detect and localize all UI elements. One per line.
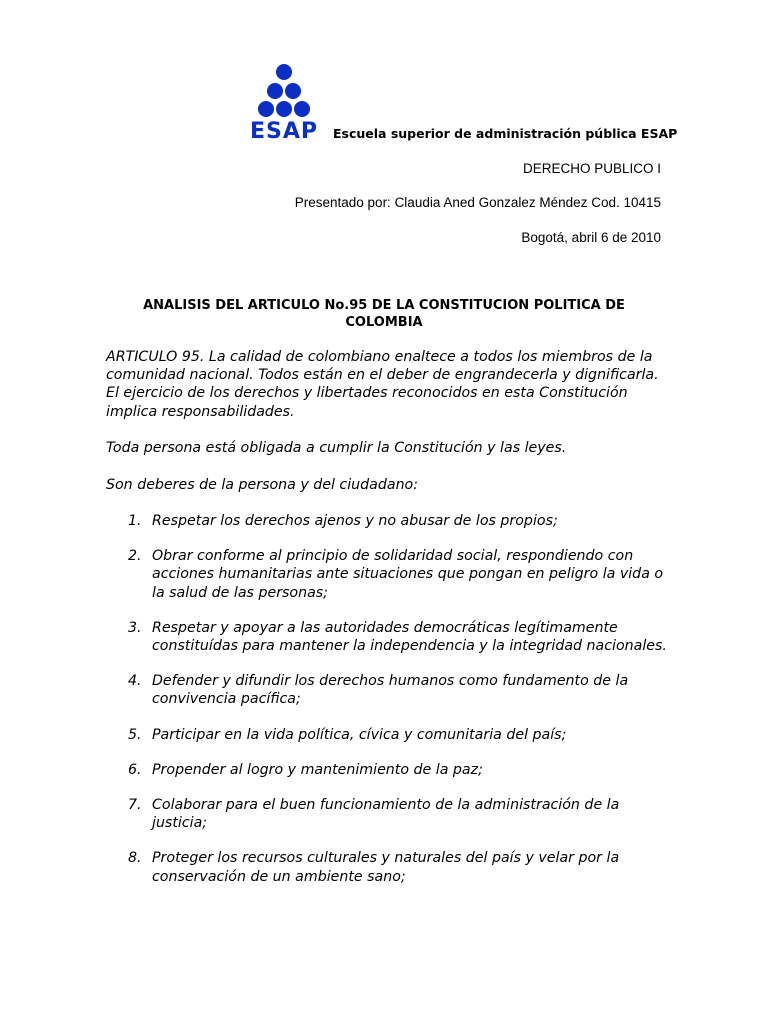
duty-item bbox=[106, 761, 668, 779]
duty-text: Propender al logro y mantenimiento de la paz; bbox=[152, 761, 483, 778]
duty-item bbox=[106, 547, 668, 602]
logo-wordmark: ESAP bbox=[249, 119, 319, 142]
duty-number: 8. bbox=[128, 850, 142, 867]
course-name: DERECHO PUBLICO I bbox=[522, 161, 661, 176]
duty-text: Respetar los derechos ajenos y no abusar de los propios; bbox=[152, 513, 558, 529]
duty-text: Participar en la vida política, cívica y comunitaria del país; bbox=[152, 726, 567, 743]
duty-number: 1. bbox=[128, 513, 142, 529]
duty-item bbox=[106, 619, 668, 655]
logo-dots bbox=[258, 64, 310, 117]
presenter-line: Presentado por: Claudia Aned Gonzalez Méndez Cod. 10415 bbox=[294, 195, 661, 210]
duty-text: Defender y difundir los derechos humanos como fundamento de la convivencia pacífica; bbox=[152, 673, 629, 708]
duty-text: Proteger los recursos culturales y naturales del país y velar por la conservación de un ambiente sano; bbox=[152, 850, 620, 885]
esap-logo bbox=[238, 62, 330, 142]
article-paragraph: ARTICULO 95. La calidad de colombiano enaltece a todos los miembros de la comunidad nacional. Todos están en el deber de engrandecerla y dignificarla. El ejercicio de los derechos y libertades reconocidos en esta Constitución implica responsabilidades. bbox=[106, 349, 659, 420]
duty-item bbox=[106, 796, 668, 832]
duty-item bbox=[106, 672, 668, 708]
duty-number: 2. bbox=[128, 548, 142, 565]
document-title: ANALISIS DEL ARTICULO No.95 DE LA CONSTITUCION POLITICA DE COLOMBIA bbox=[143, 298, 625, 330]
esap-logo-graphic bbox=[238, 62, 330, 142]
duty-text: Colaborar para el buen funcionamiento de la administración de la justicia; bbox=[152, 797, 620, 832]
duty-number: 5. bbox=[128, 726, 142, 743]
duty-item bbox=[106, 849, 668, 885]
date-line: Bogotá, abril 6 de 2010 bbox=[521, 230, 661, 245]
duty-number: 4. bbox=[128, 673, 142, 690]
duty-number: 6. bbox=[128, 761, 142, 778]
duty-item bbox=[106, 512, 668, 530]
duty-item bbox=[106, 726, 668, 744]
duty-text: Obrar conforme al principio de solidaridad social, respondiendo con acciones humanitarias ante situaciones que pongan en peligro la vida o la salud de las personas; bbox=[152, 548, 664, 601]
duty-text: Respetar y apoyar a las autoridades democráticas legítimamente constituídas para mantener la independencia y la integridad nacionales. bbox=[152, 619, 667, 655]
institution-name: Escuela superior de administración pública ESAP bbox=[333, 126, 678, 141]
obligation-paragraph: Toda persona está obligada a cumplir la Constitución y las leyes. bbox=[106, 440, 567, 456]
duties-list bbox=[106, 512, 668, 903]
duty-number: 3. bbox=[128, 619, 142, 636]
duty-number: 7. bbox=[128, 797, 142, 814]
duties-intro: Son deberes de la persona y del ciudadano: bbox=[106, 477, 419, 493]
